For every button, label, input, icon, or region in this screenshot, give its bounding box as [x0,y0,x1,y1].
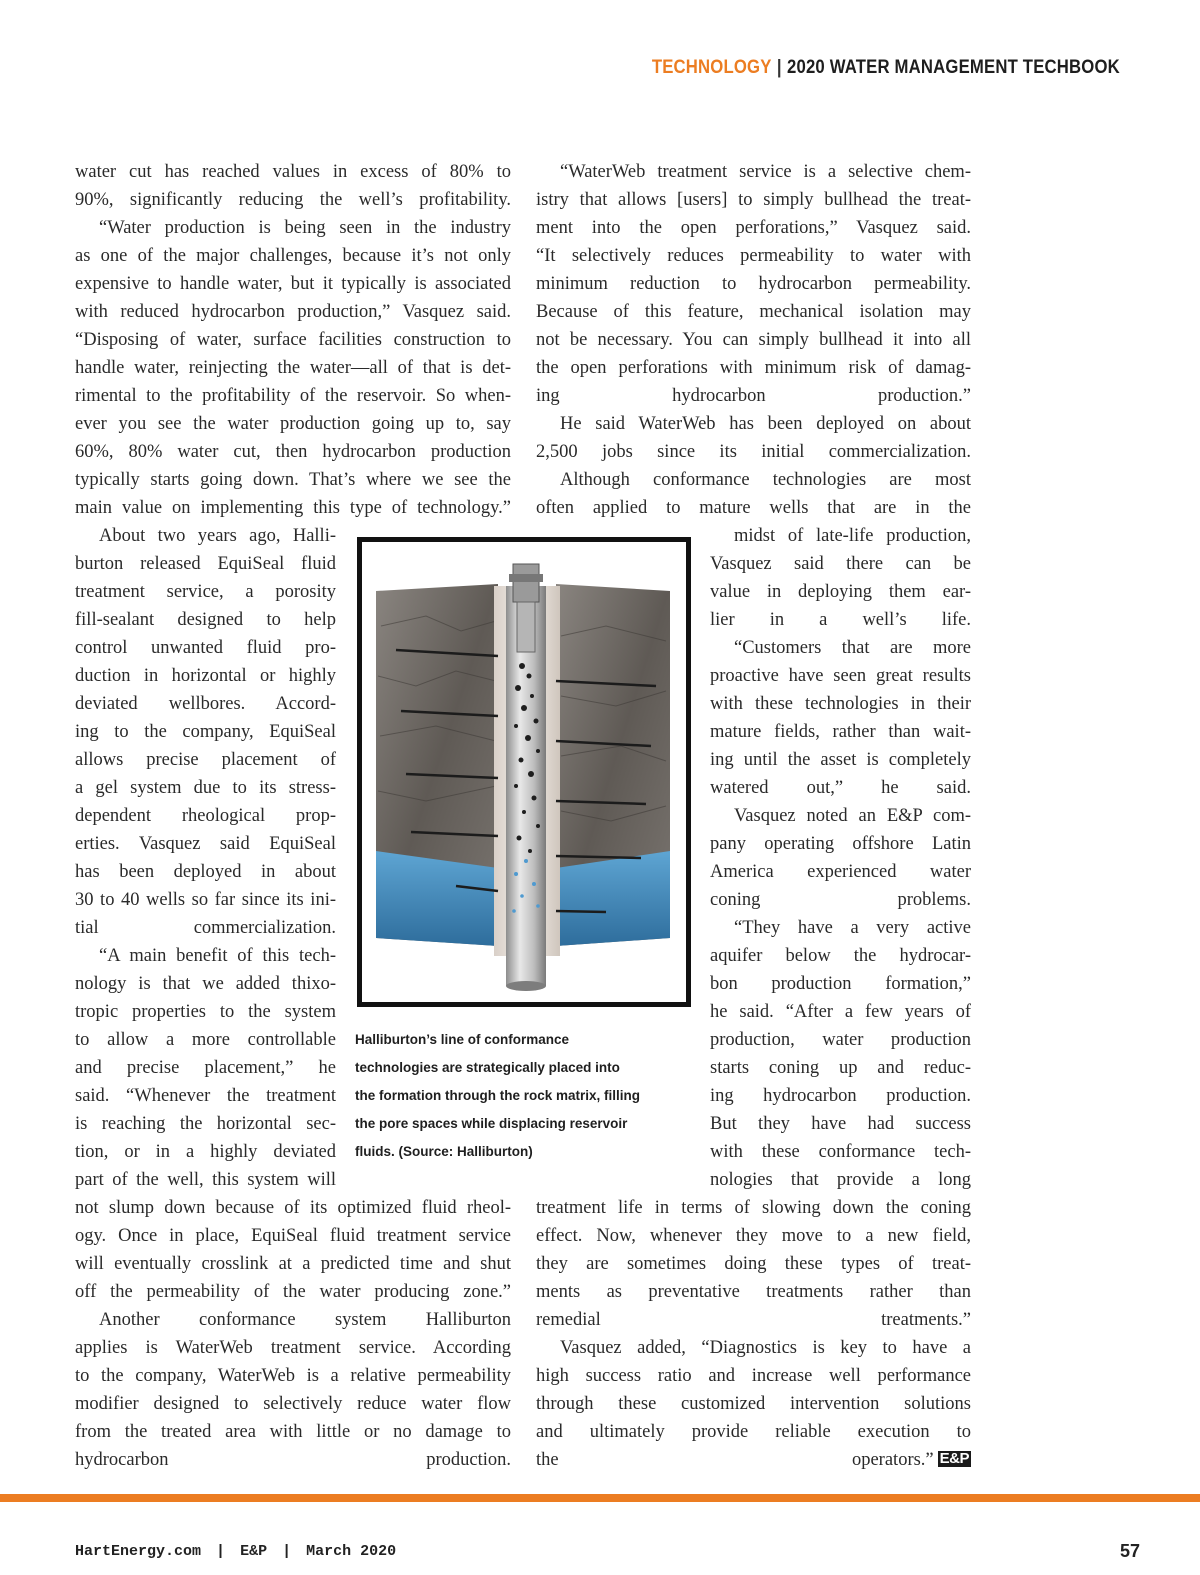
text-line: the open perforations with minimum risk of damag- [536,358,971,378]
column-1-top-text [75,158,511,522]
text-line: with these conformance tech- [710,1142,971,1162]
text-line: and precise placement,” he [75,1058,336,1078]
text-line: But they have had success [710,1114,971,1134]
text-line: “Customers that are more [734,638,971,658]
text-line: midst of late-life production, [734,526,971,546]
header-book-title: 2020 WATER MANAGEMENT TECHBOOK [787,57,1120,78]
footer-issue: March 2020 [306,1543,397,1560]
footer-rule [0,1494,1200,1502]
text-line: from the treated area with little or no damage to [75,1422,511,1442]
text-line: pany operating offshore Latin [710,834,971,854]
footer-sep-2: | [282,1543,292,1560]
caption-line: the formation through the rock matrix, filling [355,1088,641,1103]
text-line: applies is WaterWeb treatment service. According [75,1338,511,1358]
text-line: dependent rheological prop- [75,806,336,826]
text-line: bon production formation,” [710,974,971,994]
text-line: high success ratio and increase well performance [536,1366,971,1386]
text-line: Vasquez added, “Diagnostics is key to have a [560,1338,971,1358]
text-line: treatment life in terms of slowing down the coning [536,1198,971,1218]
text-line: About two years ago, Halli- [99,526,336,546]
text-line: 60%, 80% water cut, then hydrocarbon production [75,442,511,462]
column-2-bottom-text [536,1194,971,1474]
text-line: handle water, reinjecting the water—all of that is det- [75,358,511,378]
footer-site: HartEnergy.com [75,1543,202,1560]
text-line: ments as preventative treatments rather than [536,1282,971,1302]
text-line: starts coning up and reduc- [710,1058,971,1078]
running-header [652,57,1120,79]
text-line: to the company, WaterWeb is a relative permeability [75,1366,511,1386]
text-line: as one of the major challenges, because it’s not only [75,246,511,266]
footer-credit [75,1543,396,1560]
text-line: ing to the company, EquiSeal [75,722,336,742]
column-2-narrow-text [710,522,971,1194]
text-line: erties. Vasquez said EquiSeal [75,834,336,854]
text-line: burton released EquiSeal fluid [75,554,336,574]
text-line: typically starts going down. That’s where we see the [75,470,511,490]
text-line: control unwanted fluid pro- [75,638,336,658]
text-line: tropic properties to the system [75,1002,336,1022]
figure-caption [355,1026,695,1166]
text-line: modifier designed to selectively reduce water flow [75,1394,511,1414]
text-line: coning problems. [710,890,971,910]
text-line: aquifer below the hydrocar- [710,946,971,966]
text-line: value in deploying them ear- [710,582,971,602]
caption-line: fluids. (Source: Halliburton) [355,1144,533,1159]
text-line: istry that allows [users] to simply bullhead the treat- [536,190,971,210]
text-line: production, water production [710,1030,971,1050]
text-line: fill-sealant designed to help [75,610,336,630]
text-line: he said. “After a few years of [710,1002,971,1022]
caption-line: technologies are strategically placed into [355,1060,620,1075]
text-line: nologies that provide a long [710,1170,971,1190]
text-line: 2,500 jobs since its initial commercialization. [536,442,971,462]
text-line: 30 to 40 wells so far since its ini- [75,890,336,910]
text-line: tion, or in a highly deviated [75,1142,336,1162]
text-line: to allow a more controllable [75,1030,336,1050]
text-line: deviated wellbores. Accord- [75,694,336,714]
column-1-bottom-text [75,1194,511,1474]
header-separator: | [776,57,782,78]
text-line: part of the well, this system will [75,1170,336,1190]
text-line: “They have a very active [734,918,971,938]
caption-line: the pore spaces while displacing reservoir [355,1116,628,1131]
text-line: said. “Whenever the treatment [75,1086,336,1106]
text-line: often applied to mature wells that are in the [536,498,971,518]
text-line: they are sometimes doing these types of treat- [536,1254,971,1274]
text-line: “A main benefit of this tech- [99,946,336,966]
text-line: Although conformance technologies are most [560,470,971,490]
caption-line: Halliburton’s line of conformance [355,1032,570,1047]
text-line: not be necessary. You can simply bullhead it into all [536,330,971,350]
text-line: tial commercialization. [75,918,336,938]
text-line: “WaterWeb treatment service is a selective chem- [560,162,971,182]
ep-end-mark: E&P [939,1450,969,1467]
wellbore-illustration-frame [357,537,691,1007]
column-2-top-text [536,158,971,522]
text-line: not slump down because of its optimized fluid rheol- [75,1198,511,1218]
header-section: TECHNOLOGY [651,57,772,78]
text-line: Vasquez noted an E&P com- [734,806,971,826]
text-line: minimum reduction to hydrocarbon permeability. [536,274,971,294]
text-line: Vasquez said there can be [710,554,971,574]
text-line: a gel system due to its stress- [75,778,336,798]
text-line: the operators.” E&P [536,1450,969,1470]
text-line: nology is that we added thixo- [75,974,336,994]
text-line: water cut has reached values in excess of 80% to [75,162,511,182]
text-line: remedial treatments.” [536,1310,971,1330]
footer-magazine: E&P [240,1543,268,1560]
text-line: ing hydrocarbon production.” [536,386,971,406]
text-line: lier in a well’s life. [710,610,971,630]
text-line: America experienced water [710,862,971,882]
footer-sep-1: | [216,1543,226,1560]
text-line: will eventually crosslink at a predicted time and shut [75,1254,511,1274]
text-line: treatment service, a porosity [75,582,336,602]
text-line: with these technologies in their [710,694,971,714]
text-line: Another conformance system Halliburton [99,1310,511,1330]
text-line: He said WaterWeb has been deployed on about [560,414,971,434]
text-line: Because of this feature, mechanical isolation may [536,302,971,322]
text-line: watered out,” he said. [710,778,971,798]
text-line: expensive to handle water, but it typically is associated [75,274,511,294]
text-line: and ultimately provide reliable execution to [536,1422,971,1442]
text-line: hydrocarbon production. [75,1450,511,1470]
text-line: ing until the asset is completely [710,750,971,770]
text-line: has been deployed in about [75,862,336,882]
text-line: ogy. Once in place, EquiSeal fluid treatment service [75,1226,511,1246]
text-line: is reaching the horizontal sec- [75,1114,336,1134]
text-line: main value on implementing this type of technology.” [75,498,511,518]
text-line: rimental to the profitability of the reservoir. So when- [75,386,511,406]
text-line: mature fields, rather than wait- [710,722,971,742]
text-line: allows precise placement of [75,750,336,770]
page-number: 57 [1119,1541,1140,1561]
text-line: through these customized intervention solutions [536,1394,971,1414]
text-line: 90%, significantly reducing the well’s profitability. [75,190,511,210]
text-line: “Water production is being seen in the industry [99,218,511,238]
downhole-tool [513,564,539,602]
text-line: off the permeability of the water producing zone.” [75,1282,511,1302]
wellbore-illustration [366,546,682,998]
column-1-narrow-text [75,522,336,1194]
text-line: proactive have seen great results [710,666,971,686]
text-line: ing hydrocarbon production. [710,1086,971,1106]
text-line: ment into the open perforations,” Vasquez said. [536,218,971,238]
text-line: “Disposing of water, surface facilities construction to [75,330,511,350]
text-line: effect. Now, whenever they move to a new field, [536,1226,971,1246]
text-line: “It selectively reduces permeability to water with [536,246,971,266]
text-line: ever you see the water production going up to, say [75,414,511,434]
text-line: with reduced hydrocarbon production,” Vasquez said. [75,302,511,322]
text-line: duction in horizontal or highly [75,666,336,686]
